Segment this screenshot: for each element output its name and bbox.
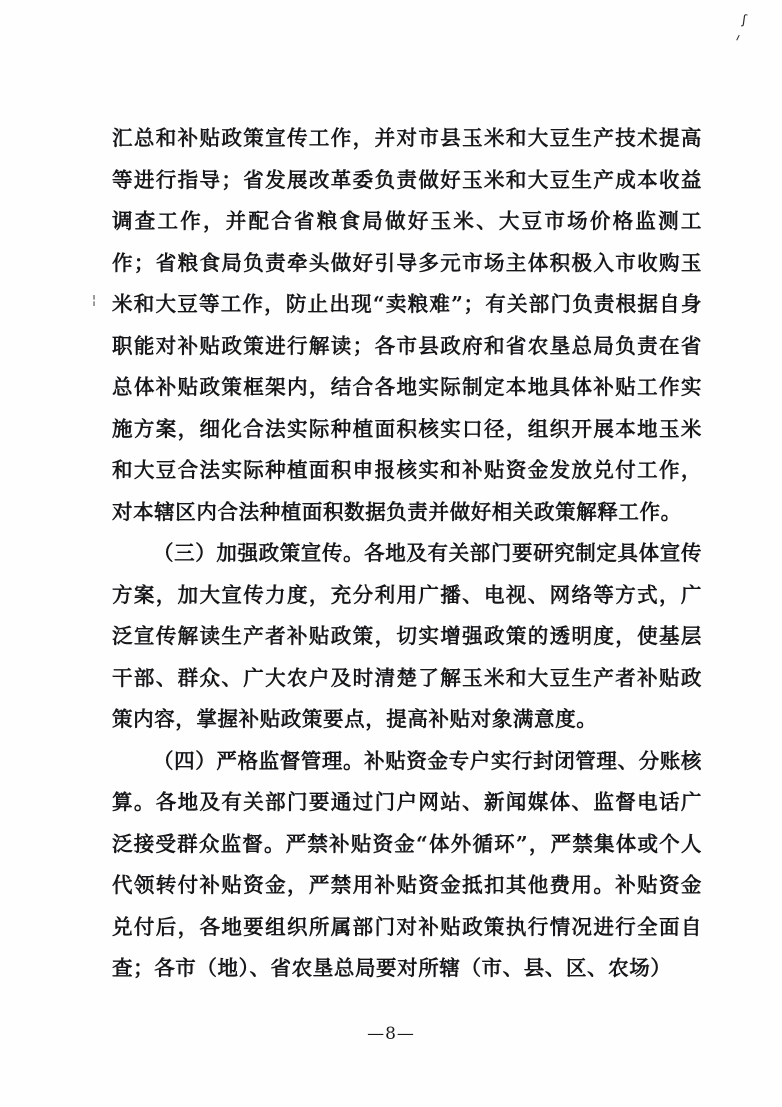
scan-mark-left-glyph: ¦ (92, 293, 97, 307)
scan-mark-glyph-2: ᐟ (734, 32, 744, 50)
scan-mark-left-margin (92, 295, 96, 306)
page-number: —8— (367, 1024, 415, 1044)
document-body (112, 118, 702, 990)
paragraph-policy-publicity: （三）加强政策宣传。各地及有关部门要研究制定具体宣传方案，加大宣传力度，充分利用广播、电视、网络等方式，广泛宣传解读生产者补贴政策，切实增强政策的透明度，使基层干部、群众、广大农户及时清楚了解玉米和大豆生产者补贴政策内容，掌握补贴政策要点，提高补贴对象满意度。 (112, 541, 702, 731)
paragraph-supervision-management: （四）严格监督管理。补贴资金专户实行封闭管理、分账核算。各地及有关部门要通过门户网站、新闻媒体、监督电话广泛接受群众监督。严禁补贴资金“体外循环”，严禁集体或个人代领转付补贴资金，严禁用补贴资金抵扣其他费用。补贴资金兑付后，各地要组织所属部门对补贴政策执行情况进行全面自查；各市（地）、省农垦总局要对所辖（市、县、区、农场） (112, 748, 702, 980)
scan-mark-glyph-1: ʃ (741, 12, 748, 29)
scan-mark-top-right (736, 14, 758, 54)
paragraph-responsibilities: 汇总和补贴政策宣传工作，并对市县玉米和大豆生产技术提高等进行指导；省发展改革委负责做好玉米和大豆生产成本收益调查工作，并配合省粮食局做好玉米、大豆市场价格监测工作；省粮食局负责牵头做好引导多元市场主体积极入市收购玉米和大豆等工作，防止出现“卖粮难”；有关部门负责根据自身职能对补贴政策进行解读；各市县政府和省农垦总局负责在省总体补贴政策框架内，结合各地实际制定本地具体补贴工作实施方案，细化合法实际种植面积核实口径，组织开展本地玉米和大豆合法实际种植面积申报核实和补贴资金发放兑付工作，对本辖区内合法种植面积数据负责并做好相关政策解释工作。 (112, 126, 702, 524)
